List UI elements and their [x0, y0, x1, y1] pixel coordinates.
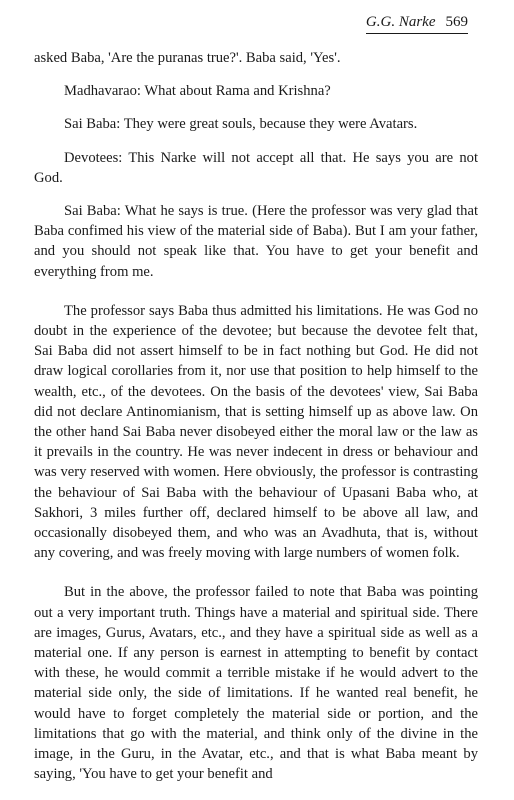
paragraph-professor-limitations: The professor says Baba thus admitted his limitations. He was God no doubt in the experience of the devotee; but because the devotee felt that, Sai Baba did not assert himself to be in fact nothing but God. He did not draw logical corollaries from it, nor use that position to help himself to the wealth, etc., of the devotees. On the basis of the devotees' view, Sai Baba did not declare Antinomianism, that is setting himself up as above law. On the other hand Sai Baba never disobeyed either the moral law or the law as it prevails in the country. He was never indecent in dress or behaviour and was very reserved with women. Here obviously, the professor is contrasting the behaviour of Sai Baba with the behaviour of Upasani Baba who, at Sakhori, 3 miles further off, declared himself to be above all law, and occasionally disobeyed them, and who was an Avadhuta, that is, without any covering, and was freely moving with large numbers of women folk. — [34, 302, 478, 562]
running-header — [366, 14, 468, 31]
paragraph-madhavarao: Madhavarao: What about Rama and Krishna? — [64, 83, 331, 100]
paragraph-devotees: Devotees: This Narke will not accept all that. He says you are not God. — [34, 149, 478, 186]
header-rule — [366, 33, 468, 34]
paragraph-sai-baba-reply: Sai Baba: They were great souls, because they were Avatars. — [64, 116, 418, 133]
paragraph-important-truth: But in the above, the professor failed to note that Baba was pointing out a very important truth. Things have a material and spiritual side. There are images, Gurus, Avatars, etc., and they have a spiritual side as well as a material one. If any person is earnest in attempting to benefit by contact with these, he would commit a terrible mistake if he would advert to the material side only, the side of limitations. If he wanted real benefit, he would have to forget completely the material side or portion, and the limitations that go with the material, and think only of the divine in the image, in the Guru, in the Avatar, etc., and that is what Baba meant by saying, 'You have to get your benefit and — [34, 584, 478, 783]
body-text — [34, 48, 478, 798]
running-header-author: G.G. Narke — [365, 14, 436, 30]
paragraph-sai-baba-father: Sai Baba: What he says is true. (Here the professor was very glad that Baba confimed his view of the material side of Baba). But I am your father, and you should not speak like that. You have to get your benefit and everything from me. — [34, 203, 478, 280]
page-number: 569 — [445, 14, 468, 30]
paragraph-continuation: asked Baba, 'Are the puranas true?'. Baba said, 'Yes'. — [34, 50, 341, 66]
